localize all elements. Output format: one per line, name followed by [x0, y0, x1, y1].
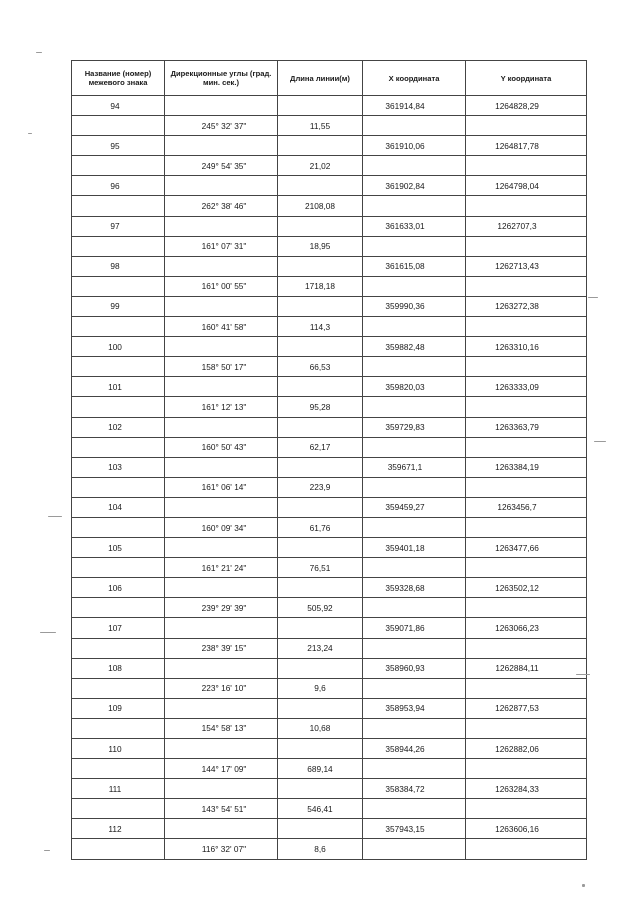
cell-direction-angle: 161° 06' 14"	[165, 477, 278, 497]
cell-y-coordinate	[466, 718, 587, 738]
cell-line-length	[278, 658, 363, 678]
cell-y-coordinate	[466, 558, 587, 578]
cell-y-coordinate	[466, 477, 587, 497]
cell-mark-name	[72, 276, 165, 296]
cell-y-coordinate	[466, 196, 587, 216]
cell-line-length	[278, 337, 363, 357]
cell-y-coordinate: 1263066,23	[466, 618, 587, 638]
cell-line-length: 76,51	[278, 558, 363, 578]
cell-mark-name	[72, 558, 165, 578]
cell-mark-name: 94	[72, 96, 165, 116]
scan-speck	[582, 884, 585, 887]
cell-direction-angle: 223° 16' 10"	[165, 678, 278, 698]
table-row	[72, 638, 587, 658]
cell-y-coordinate	[466, 116, 587, 136]
cell-x-coordinate	[363, 839, 466, 859]
cell-line-length: 213,24	[278, 638, 363, 658]
cell-line-length: 95,28	[278, 397, 363, 417]
cell-direction-angle	[165, 497, 278, 517]
table-row	[72, 417, 587, 437]
cell-line-length	[278, 618, 363, 638]
cell-direction-angle: 161° 07' 31"	[165, 236, 278, 256]
cell-line-length: 61,76	[278, 517, 363, 537]
cell-mark-name	[72, 759, 165, 779]
cell-y-coordinate	[466, 839, 587, 859]
cell-x-coordinate: 361902,84	[363, 176, 466, 196]
cell-mark-name	[72, 156, 165, 176]
cell-x-coordinate	[363, 638, 466, 658]
cell-mark-name: 101	[72, 377, 165, 397]
cell-y-coordinate: 1262877,53	[466, 698, 587, 718]
table-row	[72, 136, 587, 156]
cell-line-length	[278, 377, 363, 397]
table-row	[72, 116, 587, 136]
cell-y-coordinate: 1264817,78	[466, 136, 587, 156]
cell-y-coordinate: 1263310,16	[466, 337, 587, 357]
cell-x-coordinate	[363, 558, 466, 578]
cell-direction-angle: 160° 09' 34"	[165, 517, 278, 537]
cell-mark-name	[72, 517, 165, 537]
cell-direction-angle: 239° 29' 39"	[165, 598, 278, 618]
cell-line-length	[278, 497, 363, 517]
cell-direction-angle	[165, 658, 278, 678]
cell-direction-angle: 245° 32' 37"	[165, 116, 278, 136]
cell-line-length: 9,6	[278, 678, 363, 698]
cell-mark-name: 102	[72, 417, 165, 437]
cell-mark-name	[72, 477, 165, 497]
cell-y-coordinate: 1264828,29	[466, 96, 587, 116]
cell-mark-name	[72, 718, 165, 738]
cell-x-coordinate	[363, 156, 466, 176]
cell-direction-angle	[165, 216, 278, 236]
cell-line-length	[278, 176, 363, 196]
cell-direction-angle	[165, 176, 278, 196]
table-row	[72, 517, 587, 537]
cell-y-coordinate: 1263606,16	[466, 819, 587, 839]
table-row	[72, 538, 587, 558]
cell-line-length	[278, 457, 363, 477]
scan-speck	[576, 674, 590, 675]
cell-x-coordinate	[363, 477, 466, 497]
header-x-coordinate: X координата	[363, 61, 466, 96]
cell-mark-name: 107	[72, 618, 165, 638]
cell-mark-name: 112	[72, 819, 165, 839]
cell-mark-name: 95	[72, 136, 165, 156]
cell-y-coordinate: 1262882,06	[466, 739, 587, 759]
table-row	[72, 578, 587, 598]
cell-mark-name	[72, 116, 165, 136]
cell-line-length: 505,92	[278, 598, 363, 618]
cell-mark-name	[72, 357, 165, 377]
cell-direction-angle	[165, 819, 278, 839]
cell-x-coordinate: 359459,27	[363, 497, 466, 517]
cell-x-coordinate: 357943,15	[363, 819, 466, 839]
cell-x-coordinate	[363, 598, 466, 618]
cell-direction-angle: 161° 21' 24"	[165, 558, 278, 578]
cell-line-length	[278, 779, 363, 799]
cell-mark-name	[72, 317, 165, 337]
cell-mark-name	[72, 638, 165, 658]
scan-speck	[40, 632, 56, 633]
cell-direction-angle	[165, 578, 278, 598]
header-direction-angle: Дирекционные углы (град. мин. сек.)	[165, 61, 278, 96]
cell-y-coordinate	[466, 759, 587, 779]
cell-direction-angle: 144° 17' 09"	[165, 759, 278, 779]
cell-line-length	[278, 698, 363, 718]
cell-direction-angle	[165, 337, 278, 357]
cell-y-coordinate	[466, 437, 587, 457]
cell-line-length	[278, 578, 363, 598]
cell-mark-name: 108	[72, 658, 165, 678]
cell-direction-angle: 238° 39' 15"	[165, 638, 278, 658]
cell-direction-angle: 161° 00' 55"	[165, 276, 278, 296]
cell-mark-name	[72, 598, 165, 618]
table-row	[72, 839, 587, 859]
cell-x-coordinate	[363, 517, 466, 537]
table-row	[72, 718, 587, 738]
cell-direction-angle: 262° 38' 46"	[165, 196, 278, 216]
header-y-coordinate: Y координата	[466, 61, 587, 96]
table-row	[72, 678, 587, 698]
table-header-row	[72, 61, 587, 96]
cell-direction-angle: 154° 58' 13"	[165, 718, 278, 738]
cell-mark-name: 99	[72, 296, 165, 316]
scan-speck	[36, 52, 42, 53]
cell-mark-name: 111	[72, 779, 165, 799]
cell-line-length	[278, 296, 363, 316]
table-row	[72, 317, 587, 337]
cell-y-coordinate	[466, 276, 587, 296]
cell-line-length: 62,17	[278, 437, 363, 457]
cell-line-length	[278, 819, 363, 839]
cell-x-coordinate: 359401,18	[363, 538, 466, 558]
cell-line-length	[278, 216, 363, 236]
scan-speck	[28, 133, 32, 134]
cell-y-coordinate	[466, 799, 587, 819]
table-row	[72, 236, 587, 256]
table-row	[72, 819, 587, 839]
table-row	[72, 759, 587, 779]
cell-x-coordinate: 359729,83	[363, 417, 466, 437]
cell-x-coordinate	[363, 718, 466, 738]
cell-line-length: 11,55	[278, 116, 363, 136]
table-row	[72, 276, 587, 296]
cell-direction-angle: 249° 54' 35"	[165, 156, 278, 176]
cell-x-coordinate	[363, 437, 466, 457]
cell-line-length: 66,53	[278, 357, 363, 377]
cell-y-coordinate	[466, 156, 587, 176]
table-row	[72, 799, 587, 819]
cell-x-coordinate: 359990,36	[363, 296, 466, 316]
cell-direction-angle	[165, 779, 278, 799]
cell-direction-angle	[165, 618, 278, 638]
cell-line-length: 546,41	[278, 799, 363, 819]
table-row	[72, 156, 587, 176]
cell-y-coordinate: 1263363,79	[466, 417, 587, 437]
cell-mark-name: 109	[72, 698, 165, 718]
table-row	[72, 96, 587, 116]
cell-line-length: 689,14	[278, 759, 363, 779]
cell-mark-name	[72, 236, 165, 256]
cell-mark-name	[72, 799, 165, 819]
cell-y-coordinate	[466, 598, 587, 618]
cell-x-coordinate: 358960,93	[363, 658, 466, 678]
cell-x-coordinate	[363, 317, 466, 337]
cell-mark-name: 110	[72, 739, 165, 759]
cell-y-coordinate	[466, 397, 587, 417]
cell-mark-name	[72, 437, 165, 457]
cell-y-coordinate: 1263456,7	[466, 497, 587, 517]
table-row	[72, 176, 587, 196]
cell-line-length	[278, 256, 363, 276]
cell-line-length: 10,68	[278, 718, 363, 738]
cell-direction-angle: 161° 12' 13"	[165, 397, 278, 417]
scan-speck	[588, 297, 598, 298]
cell-direction-angle	[165, 739, 278, 759]
cell-line-length	[278, 96, 363, 116]
cell-x-coordinate: 361615,08	[363, 256, 466, 276]
cell-y-coordinate	[466, 638, 587, 658]
cell-line-length	[278, 739, 363, 759]
cell-direction-angle: 116° 32' 07"	[165, 839, 278, 859]
cell-x-coordinate: 359328,68	[363, 578, 466, 598]
cell-x-coordinate	[363, 196, 466, 216]
cell-y-coordinate	[466, 678, 587, 698]
table-row	[72, 296, 587, 316]
cell-x-coordinate: 358944,26	[363, 739, 466, 759]
cell-x-coordinate	[363, 799, 466, 819]
cell-x-coordinate	[363, 116, 466, 136]
cell-y-coordinate: 1262707,3	[466, 216, 587, 236]
cell-line-length: 8,6	[278, 839, 363, 859]
cell-x-coordinate	[363, 678, 466, 698]
cell-direction-angle	[165, 96, 278, 116]
cell-line-length: 2108,08	[278, 196, 363, 216]
cell-direction-angle	[165, 417, 278, 437]
cell-mark-name: 103	[72, 457, 165, 477]
table-body	[72, 96, 587, 860]
cell-y-coordinate	[466, 317, 587, 337]
cell-line-length	[278, 538, 363, 558]
cell-y-coordinate: 1263333,09	[466, 377, 587, 397]
cell-mark-name: 98	[72, 256, 165, 276]
table-row	[72, 377, 587, 397]
table-row	[72, 477, 587, 497]
coordinates-table	[71, 60, 587, 860]
cell-direction-angle: 160° 50' 43"	[165, 437, 278, 457]
cell-direction-angle	[165, 377, 278, 397]
cell-mark-name	[72, 678, 165, 698]
cell-y-coordinate	[466, 357, 587, 377]
cell-mark-name	[72, 196, 165, 216]
table-row	[72, 618, 587, 638]
table-row	[72, 658, 587, 678]
cell-line-length: 223,9	[278, 477, 363, 497]
cell-direction-angle: 158° 50' 17"	[165, 357, 278, 377]
cell-x-coordinate: 359882,48	[363, 337, 466, 357]
cell-y-coordinate: 1264798,04	[466, 176, 587, 196]
table-row	[72, 357, 587, 377]
cell-y-coordinate: 1262713,43	[466, 256, 587, 276]
cell-y-coordinate: 1263284,33	[466, 779, 587, 799]
table-row	[72, 558, 587, 578]
cell-x-coordinate: 361633,01	[363, 216, 466, 236]
header-line-length: Длина линии(м)	[278, 61, 363, 96]
cell-mark-name: 100	[72, 337, 165, 357]
cell-x-coordinate	[363, 276, 466, 296]
cell-x-coordinate: 359071,86	[363, 618, 466, 638]
cell-y-coordinate: 1263384,19	[466, 457, 587, 477]
cell-direction-angle: 160° 41' 58"	[165, 317, 278, 337]
cell-y-coordinate: 1263477,66	[466, 538, 587, 558]
cell-mark-name: 104	[72, 497, 165, 517]
cell-mark-name: 106	[72, 578, 165, 598]
table-row	[72, 457, 587, 477]
cell-direction-angle	[165, 538, 278, 558]
cell-x-coordinate	[363, 759, 466, 779]
cell-direction-angle: 143° 54' 51"	[165, 799, 278, 819]
cell-x-coordinate: 361910,06	[363, 136, 466, 156]
cell-x-coordinate	[363, 397, 466, 417]
cell-mark-name: 97	[72, 216, 165, 236]
cell-mark-name: 105	[72, 538, 165, 558]
table-row	[72, 598, 587, 618]
table-row	[72, 779, 587, 799]
cell-x-coordinate: 359820,03	[363, 377, 466, 397]
cell-y-coordinate: 1262884,11	[466, 658, 587, 678]
cell-direction-angle	[165, 457, 278, 477]
cell-direction-angle	[165, 296, 278, 316]
cell-x-coordinate	[363, 236, 466, 256]
cell-mark-name	[72, 839, 165, 859]
cell-direction-angle	[165, 256, 278, 276]
header-mark-name: Название (номер) межевого знака	[72, 61, 165, 96]
table-row	[72, 196, 587, 216]
cell-direction-angle	[165, 136, 278, 156]
table-row	[72, 337, 587, 357]
cell-x-coordinate: 359671,1	[363, 457, 466, 477]
cell-line-length	[278, 417, 363, 437]
cell-x-coordinate	[363, 357, 466, 377]
cell-y-coordinate	[466, 517, 587, 537]
table-row	[72, 397, 587, 417]
scan-speck	[44, 850, 50, 851]
cell-direction-angle	[165, 698, 278, 718]
table-row	[72, 698, 587, 718]
table-row	[72, 497, 587, 517]
cell-line-length: 21,02	[278, 156, 363, 176]
cell-line-length: 114,3	[278, 317, 363, 337]
table-row	[72, 437, 587, 457]
cell-line-length: 1718,18	[278, 276, 363, 296]
cell-line-length: 18,95	[278, 236, 363, 256]
cell-y-coordinate: 1263502,12	[466, 578, 587, 598]
cell-x-coordinate: 361914,84	[363, 96, 466, 116]
cell-x-coordinate: 358953,94	[363, 698, 466, 718]
cell-y-coordinate	[466, 236, 587, 256]
cell-y-coordinate: 1263272,38	[466, 296, 587, 316]
table-row	[72, 216, 587, 236]
table-row	[72, 739, 587, 759]
cell-mark-name	[72, 397, 165, 417]
scan-speck	[594, 441, 606, 442]
scan-speck	[48, 516, 62, 517]
cell-x-coordinate: 358384,72	[363, 779, 466, 799]
table-row	[72, 256, 587, 276]
cell-mark-name: 96	[72, 176, 165, 196]
cell-line-length	[278, 136, 363, 156]
